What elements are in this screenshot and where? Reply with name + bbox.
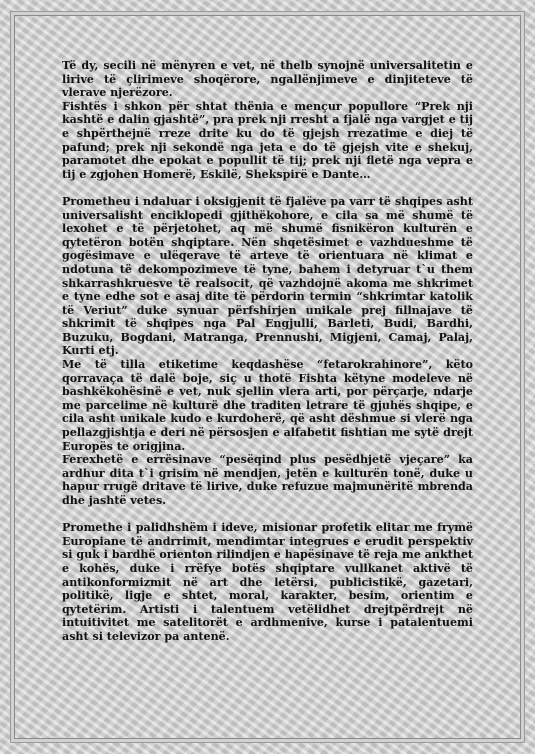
paragraph-gap [62,181,473,195]
paragraph-2: Fishtës i shkon për shtat thënia e mençur popullore “Prek nji kashtë e dalin gjashtë”, pra prek nji rresht a fjalë nga vargjet e tij e shpërthejnë rreze drite ku do të gjejsh rrezatime e diej të pafund; prek nji sekondë nga jeta e do të gjejsh vite e shekuj, paramotet dhe epokat e popullit të tij; prek nji fletë nga vepra e tij e zgjohen Homerë, Eskilë, Shekspirë e Dante… [62,99,473,181]
paragraph-6: Promethe i palidhshëm i ideve, misionar profetik elitar me frymë Europiane të andrrimit, mendimtar integrues e erudit perspektiv si guk i bardhë orienton rilindjen e hapësinave të reja me ankthet e kohës, duke i rrëfye botës shqiptare vullkanet aktivë të antikonformizmit në art dhe letërsi, publicistikë, gazetari, politikë, ligje e shtet, moral, karakter, besim, orientim e qytetërim. Artisti i talentuem vetëlidhet drejtpërdrejt në intuitivitet me satelitorët e ardhmenive, kurse i patalentuemi asht si televizor pa antenë. [62,521,473,643]
paragraph-1: Të dy, secili në mënyren e vet, në thelb synojnë universalitetin e lirive të çlirimeve shoqërore, ngallënjimeve e dinjiteteve të vlerave njerëzore. [62,59,473,100]
paragraph-gap [62,508,473,522]
paragraph-4: Me të tilla etiketime keqdashëse “fetarokrahinore”, këto qorravaça të dalë boje, siç u thotë Fishta këtyne modeleve në bashkëkohësinë e vet, nuk sjellin vlera arti, por përçarje, ndarje me parcelime në kulturë dhe traditen letrare të gjuhës shqipe, e cila asht unikale kudo e kurdoherë, që asht dëshmue si vlerë nga pellazgjishtja e deri në përsosjen e alfabetit fishtian me sytë drejt Europës te origjina. [62,358,473,453]
article-body [62,59,473,644]
paragraph-3: Prometheu i ndaluar i oksigjenit të fjalëve pa varr të shqipes asht universalisht enciklopedi gjithëkohore, e cila sa më shumë të lexohet e të përjetohet, aq më shumë fisnikëron kulturën e qytetëron botën shqiptare. Nën shqetësimet e vazhdueshme të gogësimave e ulëqerave të arteve të orientuara në klimat e ndotuna të dekompozimeve të tyne, bahem i detyruar t`u them shkarrashkruesve të realsocit, që vazhdojnë akoma me shkrimet e tyne edhe sot e asaj dite të përdorin termin “shkrimtar katolik të Veriut” duke synuar përfshirjen unikale prej fillnajave të shkrimit të shqipes nga Pal Engjulli, Barleti, Budi, Bardhi, Buzuku, Bogdani, Matranga, Prennushi, Migjeni, Camaj, Palaj, Kurti etj. [62,194,473,358]
paragraph-5: Ferexhetë e errësinave “pesëqind plus pesëdhjetë vjeçare” ka ardhur dita t`i grisim në mendjen, jetën e kulturën tonë, duke u hapur rrugë dritave të lirive, duke refuzue majmunëritë mbrenda dhe jashtë vetes. [62,453,473,507]
